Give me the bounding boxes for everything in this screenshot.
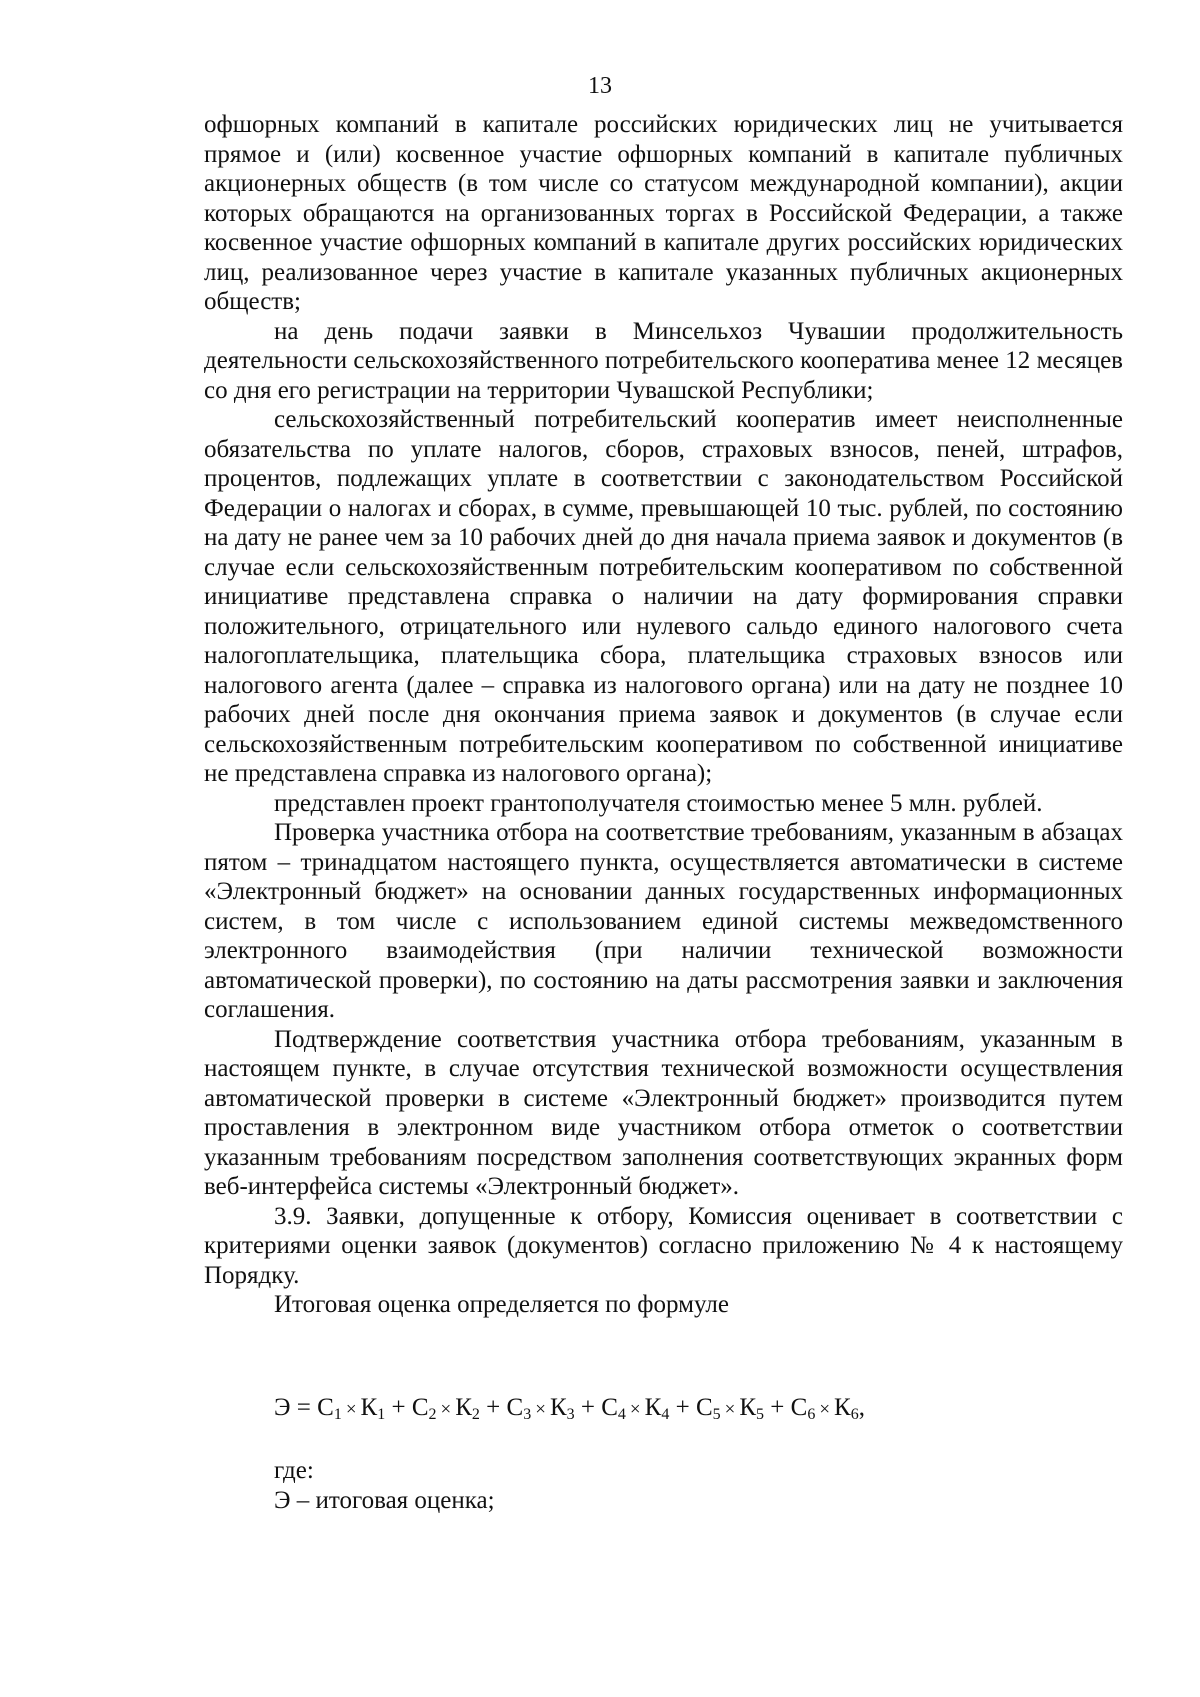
formula-coefficient-index: 4 bbox=[617, 1406, 626, 1423]
formula-criterion-index: 6 bbox=[850, 1406, 859, 1423]
formula-coefficient: С bbox=[317, 1394, 334, 1421]
formula-criterion: К bbox=[549, 1394, 567, 1421]
formula-term bbox=[507, 1394, 575, 1421]
definitions bbox=[274, 1456, 495, 1515]
formula-coefficient: С bbox=[695, 1394, 713, 1421]
formula-coefficient: С bbox=[411, 1394, 429, 1421]
formula-criterion-index: 3 bbox=[566, 1406, 575, 1423]
formula-plus: + bbox=[764, 1394, 791, 1421]
paragraph-activity-duration: на день подачи заявки в Минсельхоз Чувашии продолжительность деятельности сельскохозяйственного потребительского кооператива менее 12 месяцев со дня его регистрации на территории Чувашской Республики; bbox=[204, 317, 1123, 404]
formula-coefficient: С bbox=[790, 1394, 808, 1421]
formula-end: , bbox=[858, 1394, 865, 1421]
paragraph-formula-intro: Итоговая оценка определяется по формуле bbox=[274, 1291, 729, 1318]
formula-equals: = bbox=[296, 1394, 311, 1421]
paragraph-section-3-9: 3.9. Заявки, допущенные к отбору, Комиссия оценивает в соответствии с критериями оценки заявок (документов) согласно приложению № 4 к настоящему Порядку. bbox=[204, 1202, 1123, 1289]
formula-coefficient-index: 1 bbox=[333, 1406, 342, 1423]
paragraph-confirmation: Подтверждение соответствия участника отбора требованиям, указанным в настоящем пункте, в случае отсутствия технической возможности осуществления автоматической проверки в системе «Электронный бюджет» производится путем проставления в электронном виде участником отбора отметок о соответствии указанным требованиям посредством заполнения соответствующих экранных форм веб-интерфейса системы «Электронный бюджет». bbox=[204, 1025, 1123, 1200]
formula-term bbox=[601, 1394, 669, 1421]
paragraph-automatic-check: Проверка участника отбора на соответствие требованиям, указанным в абзацах пятом – тринадцатом настоящего пункта, осуществляется автоматически в системе «Электронный бюджет» на основании данных государственных информационных систем, в том числе с использованием единой системы межведомственного электронного взаимодействия (при наличии технической возможности автоматической проверки), по состоянию на даты рассмотрения заявки и заключения соглашения. bbox=[204, 819, 1123, 1023]
formula-term bbox=[791, 1394, 859, 1421]
score-formula bbox=[274, 1393, 865, 1425]
formula-criterion: К bbox=[739, 1394, 757, 1421]
formula-coefficient-index: 2 bbox=[428, 1406, 437, 1423]
formula-criterion: К bbox=[644, 1394, 662, 1421]
formula-criterion-index: 2 bbox=[471, 1406, 480, 1423]
formula-term bbox=[317, 1394, 385, 1421]
paragraph-offshore: офшорных компаний в капитале российских юридических лиц не учитывается прямое и (или) косвенное участие офшорных компаний в капитале публичных акционерных обществ (в том числе со статусом международной компании), акции которых обращаются на организованных торгах в Российской Федерации, а также косвенное участие офшорных компаний в капитале других российских юридических лиц, реализованное через участие в капитале указанных публичных акционерных обществ; bbox=[204, 111, 1123, 315]
formula-lhs: Э bbox=[274, 1394, 291, 1421]
formula-times: × bbox=[345, 1399, 357, 1420]
formula-criterion-index: 4 bbox=[661, 1406, 670, 1423]
formula-times: × bbox=[724, 1399, 736, 1420]
paragraph-project-cost: представлен проект грантополучателя стоимостью менее 5 млн. рублей. bbox=[274, 789, 1043, 817]
formula-criterion: К bbox=[455, 1394, 472, 1421]
formula-criterion-index: 1 bbox=[377, 1406, 386, 1423]
paragraph-tax-obligations: сельскохозяйственный потребительский кооператив имеет неисполненные обязательства по уплате налогов, сборов, страховых взносов, пеней, штрафов, процентов, подлежащих уплате в соответствии с законодательством Российской Федерации о налогах и сборах, в сумме, превышающей 10 тыс. рублей, по состоянию на дату не ранее чем за 10 рабочих дней до дня начала приема заявок и документов (в случае если сельскохозяйственным потребительским кооперативом по собственной инициативе представлена справка о наличии на дату формирования справки положительного, отрицательного или нулевого сальдо единого налогового счета налогоплательщика, плательщика сбора, плательщика страховых взносов или налогового агента (далее – справка из налогового органа) или на дату не позднее 10 рабочих дней после дня окончания приема заявок и документов (в случае если сельскохозяйственным потребительским кооперативом по собственной инициативе не представлена справка из налогового органа); bbox=[204, 406, 1123, 787]
formula-plus: + bbox=[574, 1394, 602, 1421]
formula-times: × bbox=[535, 1399, 546, 1420]
formula-coefficient-index: 3 bbox=[523, 1406, 532, 1423]
formula-coefficient-index: 5 bbox=[712, 1406, 721, 1423]
formula-coefficient: С bbox=[601, 1394, 618, 1421]
formula-plus: + bbox=[669, 1394, 696, 1421]
where-label: где: bbox=[274, 1457, 314, 1484]
formula-term bbox=[412, 1394, 480, 1421]
formula-plus: + bbox=[385, 1394, 412, 1421]
body-text bbox=[204, 110, 1123, 1320]
definition-total-score: Э – итоговая оценка; bbox=[274, 1486, 495, 1514]
page-number: 13 bbox=[588, 73, 612, 99]
formula-plus: + bbox=[479, 1394, 507, 1421]
formula-criterion: К bbox=[834, 1394, 851, 1421]
formula-criterion: К bbox=[360, 1394, 378, 1421]
formula-times: × bbox=[629, 1399, 641, 1420]
formula-terms bbox=[317, 1394, 859, 1421]
formula-times: × bbox=[819, 1399, 831, 1420]
formula-criterion-index: 5 bbox=[756, 1406, 765, 1423]
formula-coefficient: С bbox=[506, 1394, 524, 1421]
formula-coefficient-index: 6 bbox=[807, 1406, 816, 1423]
formula-term bbox=[696, 1394, 764, 1421]
formula-times: × bbox=[440, 1399, 452, 1420]
